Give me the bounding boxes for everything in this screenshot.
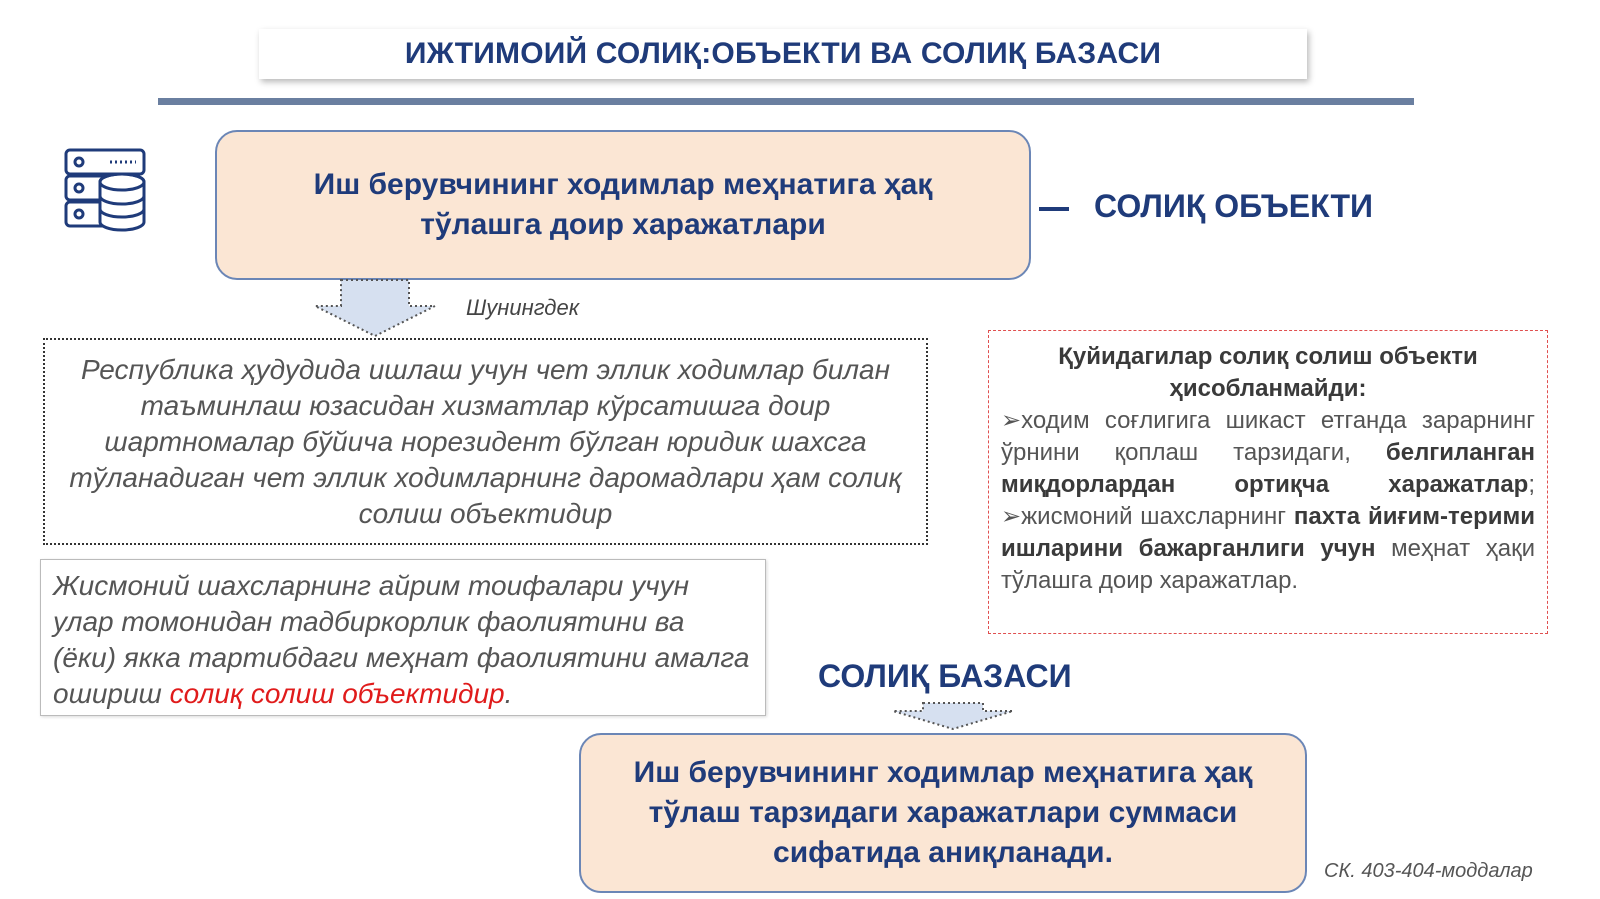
exclusion-item-2-bold: пахта йиғим-терими ишларини бажарганлиги учун [1001,503,1535,562]
individuals-box [40,559,766,716]
tax-object-box: Иш берувчининг ходимлар меҳнатига ҳақ тўлашга доир харажатлари [215,130,1031,280]
exclusion-item-2-text: жисмоний шахсларнинг [1021,503,1294,530]
bullet-arrow-icon: ➢ [1001,503,1022,530]
page-title: ИЖТИМОИЙ СОЛИҚ:ОБЪЕКТИ ВА СОЛИҚ БАЗАСИ [259,29,1307,79]
individuals-text: Жисмоний шахсларнинг айрим тоифалари учун улар томонидан тадбиркорлик фаолиятини ва (ёки) якка тартибдаги меҳнат фаолиятини амалга ошириш [53,570,750,709]
footnote-reference: СК. 403-404-моддалар [1324,860,1533,882]
small-down-arrow-icon [888,701,1018,731]
exclusions-box [988,330,1548,634]
tax-base-label: СОЛИҚ БАЗАСИ [818,658,1072,694]
tax-object-label: СОЛИҚ ОБЪЕКТИ [1094,188,1373,224]
also-label: Шунингдек [466,295,580,320]
exclusion-item-1 [1001,405,1535,501]
tax-base-box: Иш берувчининг ходимлар меҳнатига ҳақ тўлаш тарзидаги харажатлари суммаси сифатида аниқланади. [579,733,1307,893]
bullet-arrow-icon: ➢ [1001,407,1022,434]
exclusion-item-1-end: ; [1528,471,1535,498]
exclusion-item-1-bold: белгиланган миқдорлардан ортиқча харажатлар [1001,439,1535,498]
database-icon [64,148,148,232]
down-arrow-icon [305,278,445,340]
individuals-highlight: солиқ солиш объектидир [169,678,505,709]
exclusion-item-2-end: меҳнат ҳақи тўлашга доир харажатлар. [1001,535,1535,594]
exclusion-item-1-text: ходим соғлигига шикаст етганда зарарнинг ўрнини қоплаш тарзидаги, [1001,407,1535,466]
nonresident-income-box: Республика ҳудудида ишлаш учун чет эллик ходимлар билан таъминлаш юзасидан хизматлар кўрсатишга доир шартномалар бўйича норезидент бўлган юридик шахсга тўланадиган чет эллик ходимларнинг даромадлари ҳам солиқ солиш объектидир [43,338,928,545]
individuals-end: . [504,678,513,709]
title-underline [158,98,1414,105]
exclusion-item-2 [1001,501,1535,597]
connector-dash [1039,207,1069,211]
exclusions-heading: Қуйидагилар солиқ солиш объекти ҳисобланмайди: [1058,343,1478,402]
